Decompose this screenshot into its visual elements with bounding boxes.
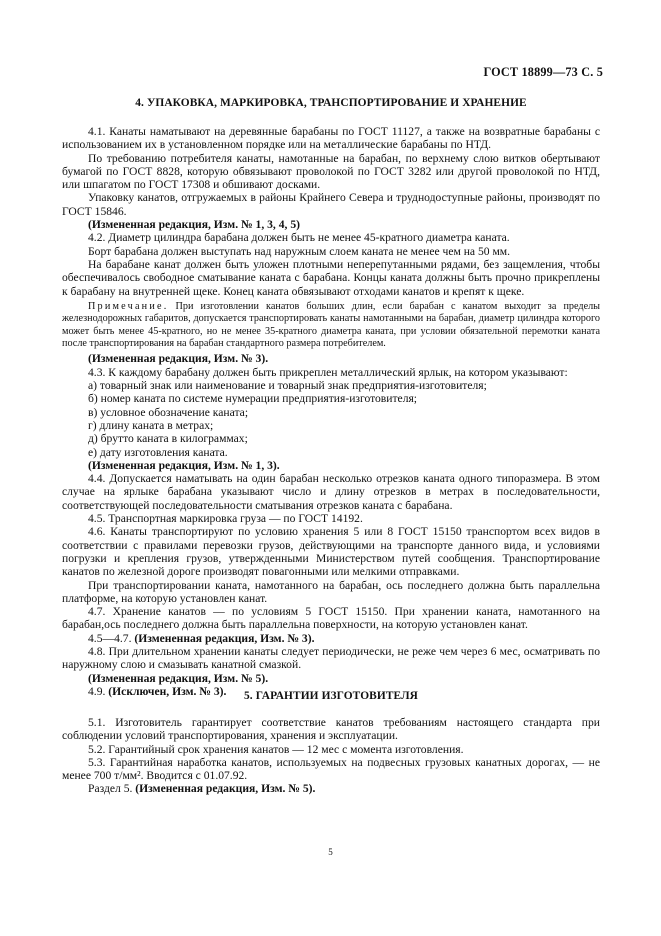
edit-note-2: (Измененная редакция, Изм. № 3). xyxy=(88,352,269,366)
section-5-edit-note: (Измененная редакция, Изм. № 5). xyxy=(135,782,316,796)
list-item: е) дату изготовления каната. xyxy=(88,445,228,459)
note-text: При изготовлении канатов больших длин, если барабан с канатом выходит за пределы железнодорожных габаритов, допускается транспортировать канаты намотанными на барабан, диаметр цилиндра которого может быть менее 45-кратного, но не менее 35-кратного диаметра каната, при условии обязательной перемотки каната после транспортирования на барабан стандартного размера потребителем. xyxy=(62,300,601,350)
section-5-body xyxy=(62,716,600,796)
excluded-note: (Исключен, Изм. № 3). xyxy=(108,684,227,698)
para-4-2-winding: На барабане канат должен быть уложен плотными неперепутанными рядами, без защемления, чтобы обеспечивалось свободное сматывание каната с барабана. Концы каната должны быть прочно прикреплены к барабану на внутренней щеке. Конец каната обвязывают отходами канатов и крепят к щеке. xyxy=(62,257,600,298)
para-4-6: 4.6. Канаты транспортируют по условию хранения 5 или 8 ГОСТ 15150 транспортом всех видов в соответствии с правилами перевозки грузов, действующими на транспорте данного вида, и условиями погрузки и крепления грузов, утвержденными Министерством путей сообщения. Транспортирование канатов по железной дороге производят повагонными или мелкими отправками. xyxy=(62,525,600,579)
para-4-1-north: Упаковку канатов, отгружаемых в районы Крайнего Севера и труднодоступные районы, производят по ГОСТ 15846. xyxy=(62,191,600,218)
list-item: д) брутто каната в килограммах; xyxy=(88,432,248,446)
note-block xyxy=(62,301,600,351)
para-4-8: 4.8. При длительном хранении канаты следует периодически, не реже чем через 6 мес, осматривать по наружному слою и смазывать канатной смазкой. xyxy=(62,645,600,672)
para-4-4: 4.4. Допускается наматывать на один барабан несколько отрезков каната одного типоразмера. В этом случае на ярлыке барабана указывают число и длину отрезков в метрах в последовательности, соответствующей последовательности сматывания отрезков каната с барабана. xyxy=(62,472,600,512)
para-4-7: 4.7. Хранение канатов — по условиям 5 ГОСТ 15150. При хранении каната, намотанного на барабан,ось последнего должна быть параллельна поверхности, на которую установлен канат. xyxy=(62,605,600,632)
section-5-title: 5. ГАРАНТИИ ИЗГОТОВИТЕЛЯ xyxy=(244,690,418,702)
section-4-body xyxy=(62,125,600,698)
para-5-1: 5.1. Изготовитель гарантирует соответствие канатов требованиям настоящего стандарта при соблюдении условий транспортирования, хранения и эксплуатации. xyxy=(62,716,600,743)
para-4-5-4-7 xyxy=(62,632,600,645)
para-4-3: 4.3. К каждому барабану должен быть прикреплен металлический ярлык, на котором указывают: xyxy=(88,365,568,379)
section-5-edit xyxy=(62,782,600,795)
list-item: а) товарный знак или наименование и товарный знак предприятия-изготовителя; xyxy=(88,379,487,393)
para-4-5-4-7-num: 4.5—4.7. xyxy=(88,631,132,645)
para-4-2: 4.2. Диаметр цилиндра барабана должен быть не менее 45-кратного диаметра каната. xyxy=(88,231,510,245)
page-number: 5 xyxy=(328,847,333,857)
list-item: б) номер каната по системе нумерации предприятия-изготовителя; xyxy=(88,392,418,406)
para-4-1-wrapping: По требованию потребителя канаты, намотанные на барабан, по верхнему слою витков обертывают бумагой по ГОСТ 8828, которую обвязывают проволокой по ГОСТ 3282 или другой проволокой по НТД, или шпагатом по ГОСТ 17308 и обшивают досками. xyxy=(62,151,600,192)
note-label: Примечание. xyxy=(88,300,169,312)
edit-note-3: (Измененная редакция, Изм. № 1, 3). xyxy=(88,458,280,472)
edit-note-4-5-4-7: (Измененная редакция, Изм. № 3). xyxy=(134,631,315,645)
para-4-1: 4.1. Канаты наматывают на деревянные барабаны по ГОСТ 11127, а также на возвратные барабаны с использованием их в установленном порядке или на металлические барабаны по НТД. xyxy=(62,125,600,152)
list-item: г) длину каната в метрах; xyxy=(88,418,214,432)
section-5-label: Раздел 5. xyxy=(88,782,133,796)
para-5-2: 5.2. Гарантийный срок хранения канатов — 12 мес с момента изготовления. xyxy=(88,742,464,756)
standard-code-header: ГОСТ 18899—73 С. 5 xyxy=(483,65,603,79)
para-4-9-num: 4.9. xyxy=(88,684,106,698)
para-4-2-flange: Борт барабана должен выступать над наружным слоем каната не менее чем на 50 мм. xyxy=(88,244,511,258)
para-5-3: 5.3. Гарантийная наработка канатов, используемых на подвесных грузовых канатных дорогах, — не менее 700 т/мм². Вводится с 01.07.92. xyxy=(62,755,600,783)
edit-note-1: (Измененная редакция, Изм. № 1, 3, 4, 5) xyxy=(88,218,300,232)
para-4-5: 4.5. Транспортная маркировка груза — по ГОСТ 14192. xyxy=(88,512,363,526)
section-4-title: 4. УПАКОВКА, МАРКИРОВКА, ТРАНСПОРТИРОВАНИЕ И ХРАНЕНИЕ xyxy=(135,97,527,109)
para-4-6-axis: При транспортировании каната, намотанного на барабан, ось последнего должна быть параллельна платформе, на которую установлен канат. xyxy=(62,578,600,605)
list-item: в) условное обозначение каната; xyxy=(88,405,249,419)
edit-note-4: (Измененная редакция, Изм. № 5). xyxy=(88,671,269,685)
